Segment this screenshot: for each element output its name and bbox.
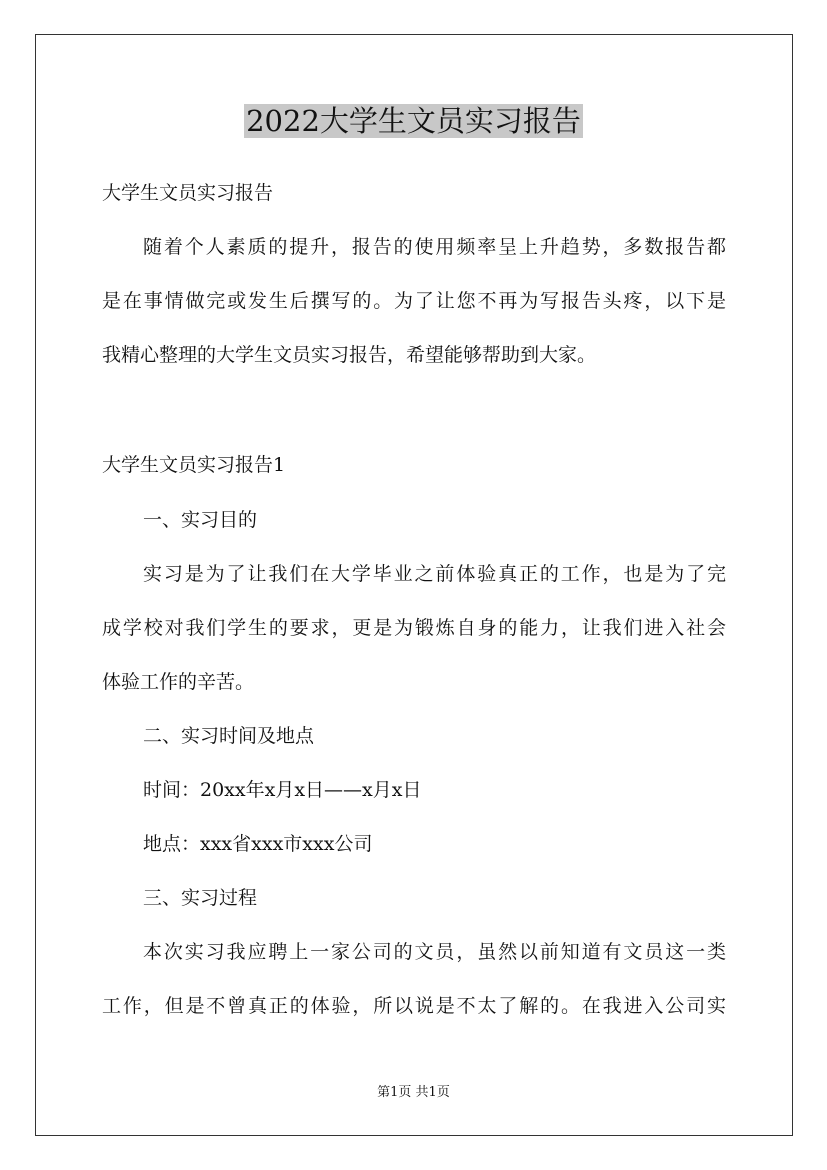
process-heading: 三、实习过程 [143,887,258,909]
intro-line-1: 随着个人素质的提升，报告的使用频率呈上升趋势，多数报告都 [143,236,726,258]
purpose-line-2: 成学校对我们学生的要求，更是为锻炼自身的能力，让我们进入社会 [102,617,726,639]
page-footer: 第1页 共1页 [377,1085,450,1100]
process-line-1: 本次实习我应聘上一家公司的文员，虽然以前知道有文员这一类 [143,941,726,963]
document-title [0,100,827,142]
document-title-text: 2022大学生文员实习报告 [246,104,581,138]
intro-line-2: 是在事情做完或发生后撰写的。为了让您不再为写报告头疼，以下是 [102,290,726,312]
purpose-line-3: 体验工作的辛苦。 [102,671,255,693]
time-place-heading: 二、实习时间及地点 [143,725,315,747]
time-text: 时间：20xx年x月x日——x月x日 [143,779,422,801]
section-heading: 大学生文员实习报告1 [102,454,286,476]
process-line-2: 工作，但是不曾真正的体验，所以说是不太了解的。在我进入公司实 [102,995,726,1017]
purpose-line-1: 实习是为了让我们在大学毕业之前体验真正的工作，也是为了完 [143,563,726,585]
intro-line-3: 我精心整理的大学生文员实习报告，希望能够帮助到大家。 [102,344,597,366]
purpose-heading: 一、实习目的 [143,509,258,531]
subtitle: 大学生文员实习报告 [102,182,274,204]
place-text: 地点：xxx省xxx市xxx公司 [143,833,373,855]
